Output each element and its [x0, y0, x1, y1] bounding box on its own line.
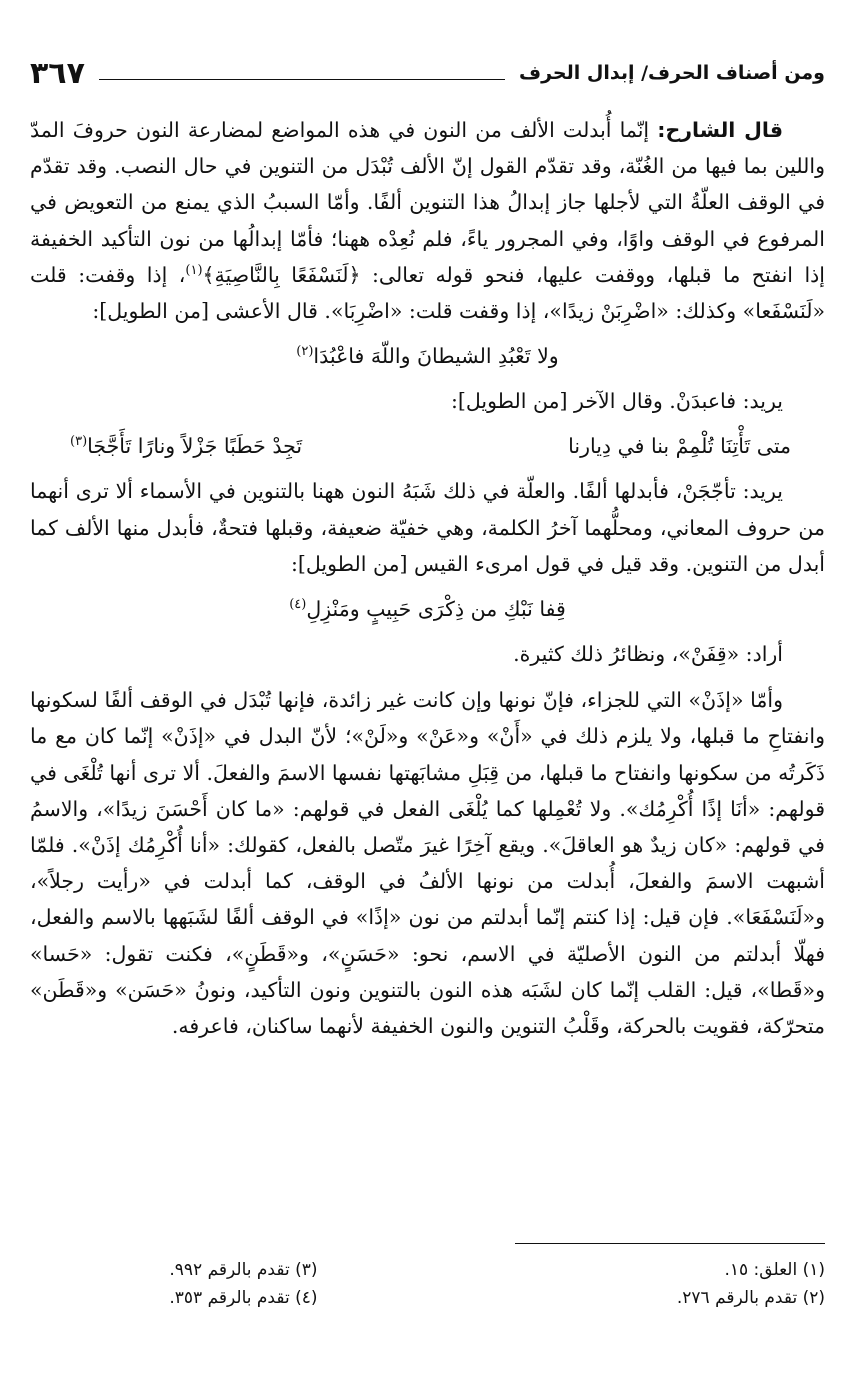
verse-2-second-hemistich: تَجِدْ حَطَبًا جَزْلاً ونارًا تَأَجَّجَا — [87, 434, 303, 459]
footnote-3: (٣) تقدم بالرقم ٩٩٢. — [169, 1260, 318, 1280]
verse-1-text: ولا تَعْبُدِ الشيطانَ واللّهَ فاعْبُدَا — [313, 344, 559, 369]
footnote-marker-1: (١) — [185, 262, 203, 278]
footnote-1: (١) العلق: ١٥. — [724, 1260, 825, 1280]
footnote-rule — [515, 1243, 825, 1244]
paragraph-1 — [30, 112, 825, 329]
running-title: ومن أصناف الحرف/ إبدال الحرف — [519, 62, 825, 84]
page-header — [30, 48, 825, 98]
paragraph-4: أراد: «قِفَنْ»، ونظائرُ ذلك كثيرة. — [513, 642, 783, 667]
verse-2-second-hemistich-wrap — [70, 427, 302, 465]
footnote-2: (٢) تقدم بالرقم ٢٧٦. — [676, 1288, 825, 1308]
footnotes-right-column — [428, 1256, 826, 1312]
header-rule — [99, 79, 505, 80]
speaker-label: قال الشارح: — [657, 118, 783, 142]
paragraph-3: يريد: تأجّجَنْ، فأبدلها ألفًا. والعلّة في ذلك شَبَهُ النون ههنا بالتنوين في الأسماء ألا ترى أنهما من حروف المعاني، ومحلُّهما آخرُ الكلمة، وهي خفيّة ضعيفة، وقبلها فتحةٌ، فأبدل منها الألف كما أبدل من التنوين. وقد قيل في قول امرىء القيس [من الطويل]: — [30, 479, 825, 576]
paragraph-5: وأمّا «إذَنْ» التي للجزاء، فإنّ نونها وإن كانت غير زائدة، فإنها تُبْدَل في الوقف ألفًا لسكونها وانفتاحِ ما قبلها، ولا يلزم ذلك في «أَنْ» و«عَنْ» و«لَنْ»؛ لأنّ البدل في «إذَنْ» إنّما كان مع ما ذَكَرتُه من سكونها وانفتاح ما قبلها، من قِبَلِ مشابَهتها نفسها الاسمَ والفعلَ. ألا ترى أنها تُلْغَى في قولهم: «أنَا إذًا أُكْرِمُك». ولا تُعْمِلها كما يُلْغَى الفعل في قولهم: «ما كان أَحْسَنَ زيدًا»، والاسمُ في قولهم: «كان زيدٌ هو العاقلَ». ويقع آخِرًا غيرَ متّصل بالفعل، كقولك: «أنا أُكْرِمُك إذَنْ». فلمّا أشبهت الاسمَ والفعلَ، أُبدلت من نونها الألفُ في الوقف، كما أبدلت في «رأيت رجلاً»، و«لَنَسْفَعَا». فإن قيل: إذا كنتم إنّما أبدلتم من نون «إذًا» في الوقف ألفًا لشَبَهها بالاسم والفعل، فهلّا أبدلتم من النون الأصليّة في الاسم، نحو: «حَسَنٍ»، و«قَطَنٍ»، فكنت تقول: «حَسا» و«قَطا»، قيل: القلب إنّما كان لشَبَه هذه النون بالتنوين ونون التأكيد، ونونُ «حَسَن» و«قَطَن» متحرّكة، فقويت بالحركة، وقَلْبُ التنوين والنون الخفيفة لأنهما ساكنان، فاعرفه. — [30, 688, 825, 1039]
verse-3-text: قِفا نَبْكِ من ذِكْرَى حَبِيبٍ ومَنْزِلِ — [306, 597, 566, 622]
main-text — [30, 112, 825, 1044]
footnotes — [30, 1256, 825, 1312]
paragraph-2: يريد: فاعبدَنْ. وقال الآخر [من الطويل]: — [450, 389, 783, 414]
footnote-marker-3: (٣) — [70, 434, 88, 450]
paragraph-1-text-b: ، إذا وقفت: قلت «لَنَسْفَعا» وكذلك: «اضْرِبَنْ زيدًا»، إذا وقفت قلت: «اضْرِبَا». قال الأعشى [من الطويل]: — [30, 262, 825, 324]
footnote-marker-4: (٤) — [289, 597, 307, 613]
footnote-marker-2: (٢) — [296, 344, 314, 360]
verse-1 — [30, 337, 825, 375]
verse-2-first-hemistich: متى تَأْتِنَا تُلْمِمْ بنا في دِيارنا — [568, 434, 791, 459]
verse-2 — [30, 427, 825, 465]
paragraph-gap — [30, 672, 825, 682]
footnote-4: (٤) تقدم بالرقم ٣٥٣. — [169, 1288, 318, 1308]
verse-3 — [30, 590, 825, 628]
paragraph-1-text: إنّما أُبدلت الألف من النون في هذه المواضع لمضارعة النون حروفَ المدّ واللين بما فيها من الغُنّة، وقد تقدّم القول إنّ الألف تُبْدَل من التنوين في حال النصب. وقد تقدّم في الوقف العلّةُ التي لأجلها جاز إبدالُ هذا التنوين ألفًا. وأمّا السببُ الذي يمنع من التعويض في المرفوع في الوقف واوًا، وفي المجرور ياءً، فلم نُعِدْه ههنا؛ فأمّا إبدالُها من نون التأكيد الخفيفة إذا انفتح ما قبلها، ووقفت عليها، فنحو قوله تعالى: ﴿لَنَسْفَعًا بِالنَّاصِيَةِ﴾ — [30, 118, 825, 287]
page-number: ٣٦٧ — [30, 55, 85, 91]
footnotes-left-column — [30, 1256, 428, 1312]
